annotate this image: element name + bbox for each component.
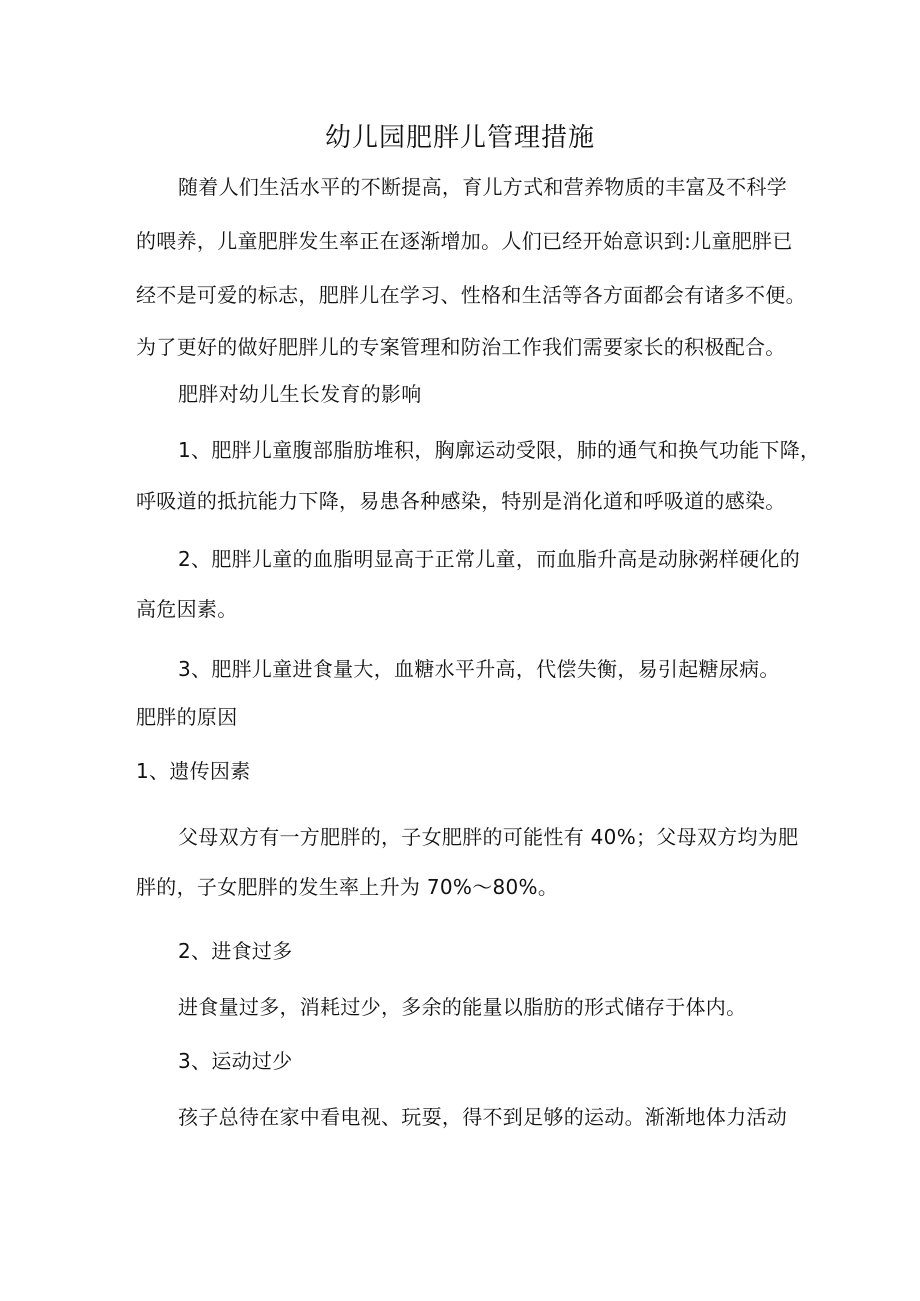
intro-line-2: 的喂养，儿童肥胖发生率正在逐渐增加。人们已经开始意识到:儿童肥胖已 [136, 229, 793, 253]
effect-1-line-1: 1、肥胖儿童腹部脂肪堆积，胸廓运动受限，肺的通气和换气功能下降， [178, 438, 821, 462]
intro-line-3: 经不是可爱的标志，肥胖儿在学习、性格和生活等各方面都会有诸多不便。 [136, 283, 806, 307]
effect-2-line-1: 2、肥胖儿童的血脂明显高于正常儿童，而血脂升高是动脉粥样硬化的 [178, 547, 801, 571]
cause-2-text: 进食量过多，消耗过少，多余的能量以脂肪的形式储存于体内。 [178, 995, 747, 1019]
cause-2-heading: 2、进食过多 [178, 939, 293, 963]
cause-3-text: 孩子总待在家中看电视、玩耍，得不到足够的运动。渐渐地体力活动 [178, 1105, 787, 1129]
section-heading-causes: 肥胖的原因 [136, 705, 238, 729]
intro-line-4: 为了更好的做好肥胖儿的专案管理和防治工作我们需要家长的积极配合。 [136, 335, 786, 359]
cause-1-line-2: 胖的，子女肥胖的发生率上升为 70%～80%。 [136, 875, 559, 899]
effect-3: 3、肥胖儿童进食量大，血糖水平升高，代偿失衡，易引起糖尿病。 [178, 657, 780, 681]
section-heading-effects: 肥胖对幼儿生长发育的影响 [178, 382, 422, 406]
cause-3-heading: 3、运动过少 [178, 1049, 293, 1073]
intro-line-1: 随着人们生活水平的不断提高，育儿方式和营养物质的丰富及不科学 [178, 175, 787, 199]
document-title: 幼儿园肥胖儿管理措施 [324, 123, 595, 153]
cause-1-heading: 1、遗传因素 [136, 759, 251, 783]
cause-1-line-1: 父母双方有一方肥胖的，子女肥胖的可能性有 40%；父母双方均为肥 [178, 825, 799, 849]
effect-1-line-2: 呼吸道的抵抗能力下降，易患各种感染，特别是消化道和呼吸道的感染。 [136, 489, 786, 513]
effect-2-line-2: 高危因素。 [136, 597, 238, 621]
